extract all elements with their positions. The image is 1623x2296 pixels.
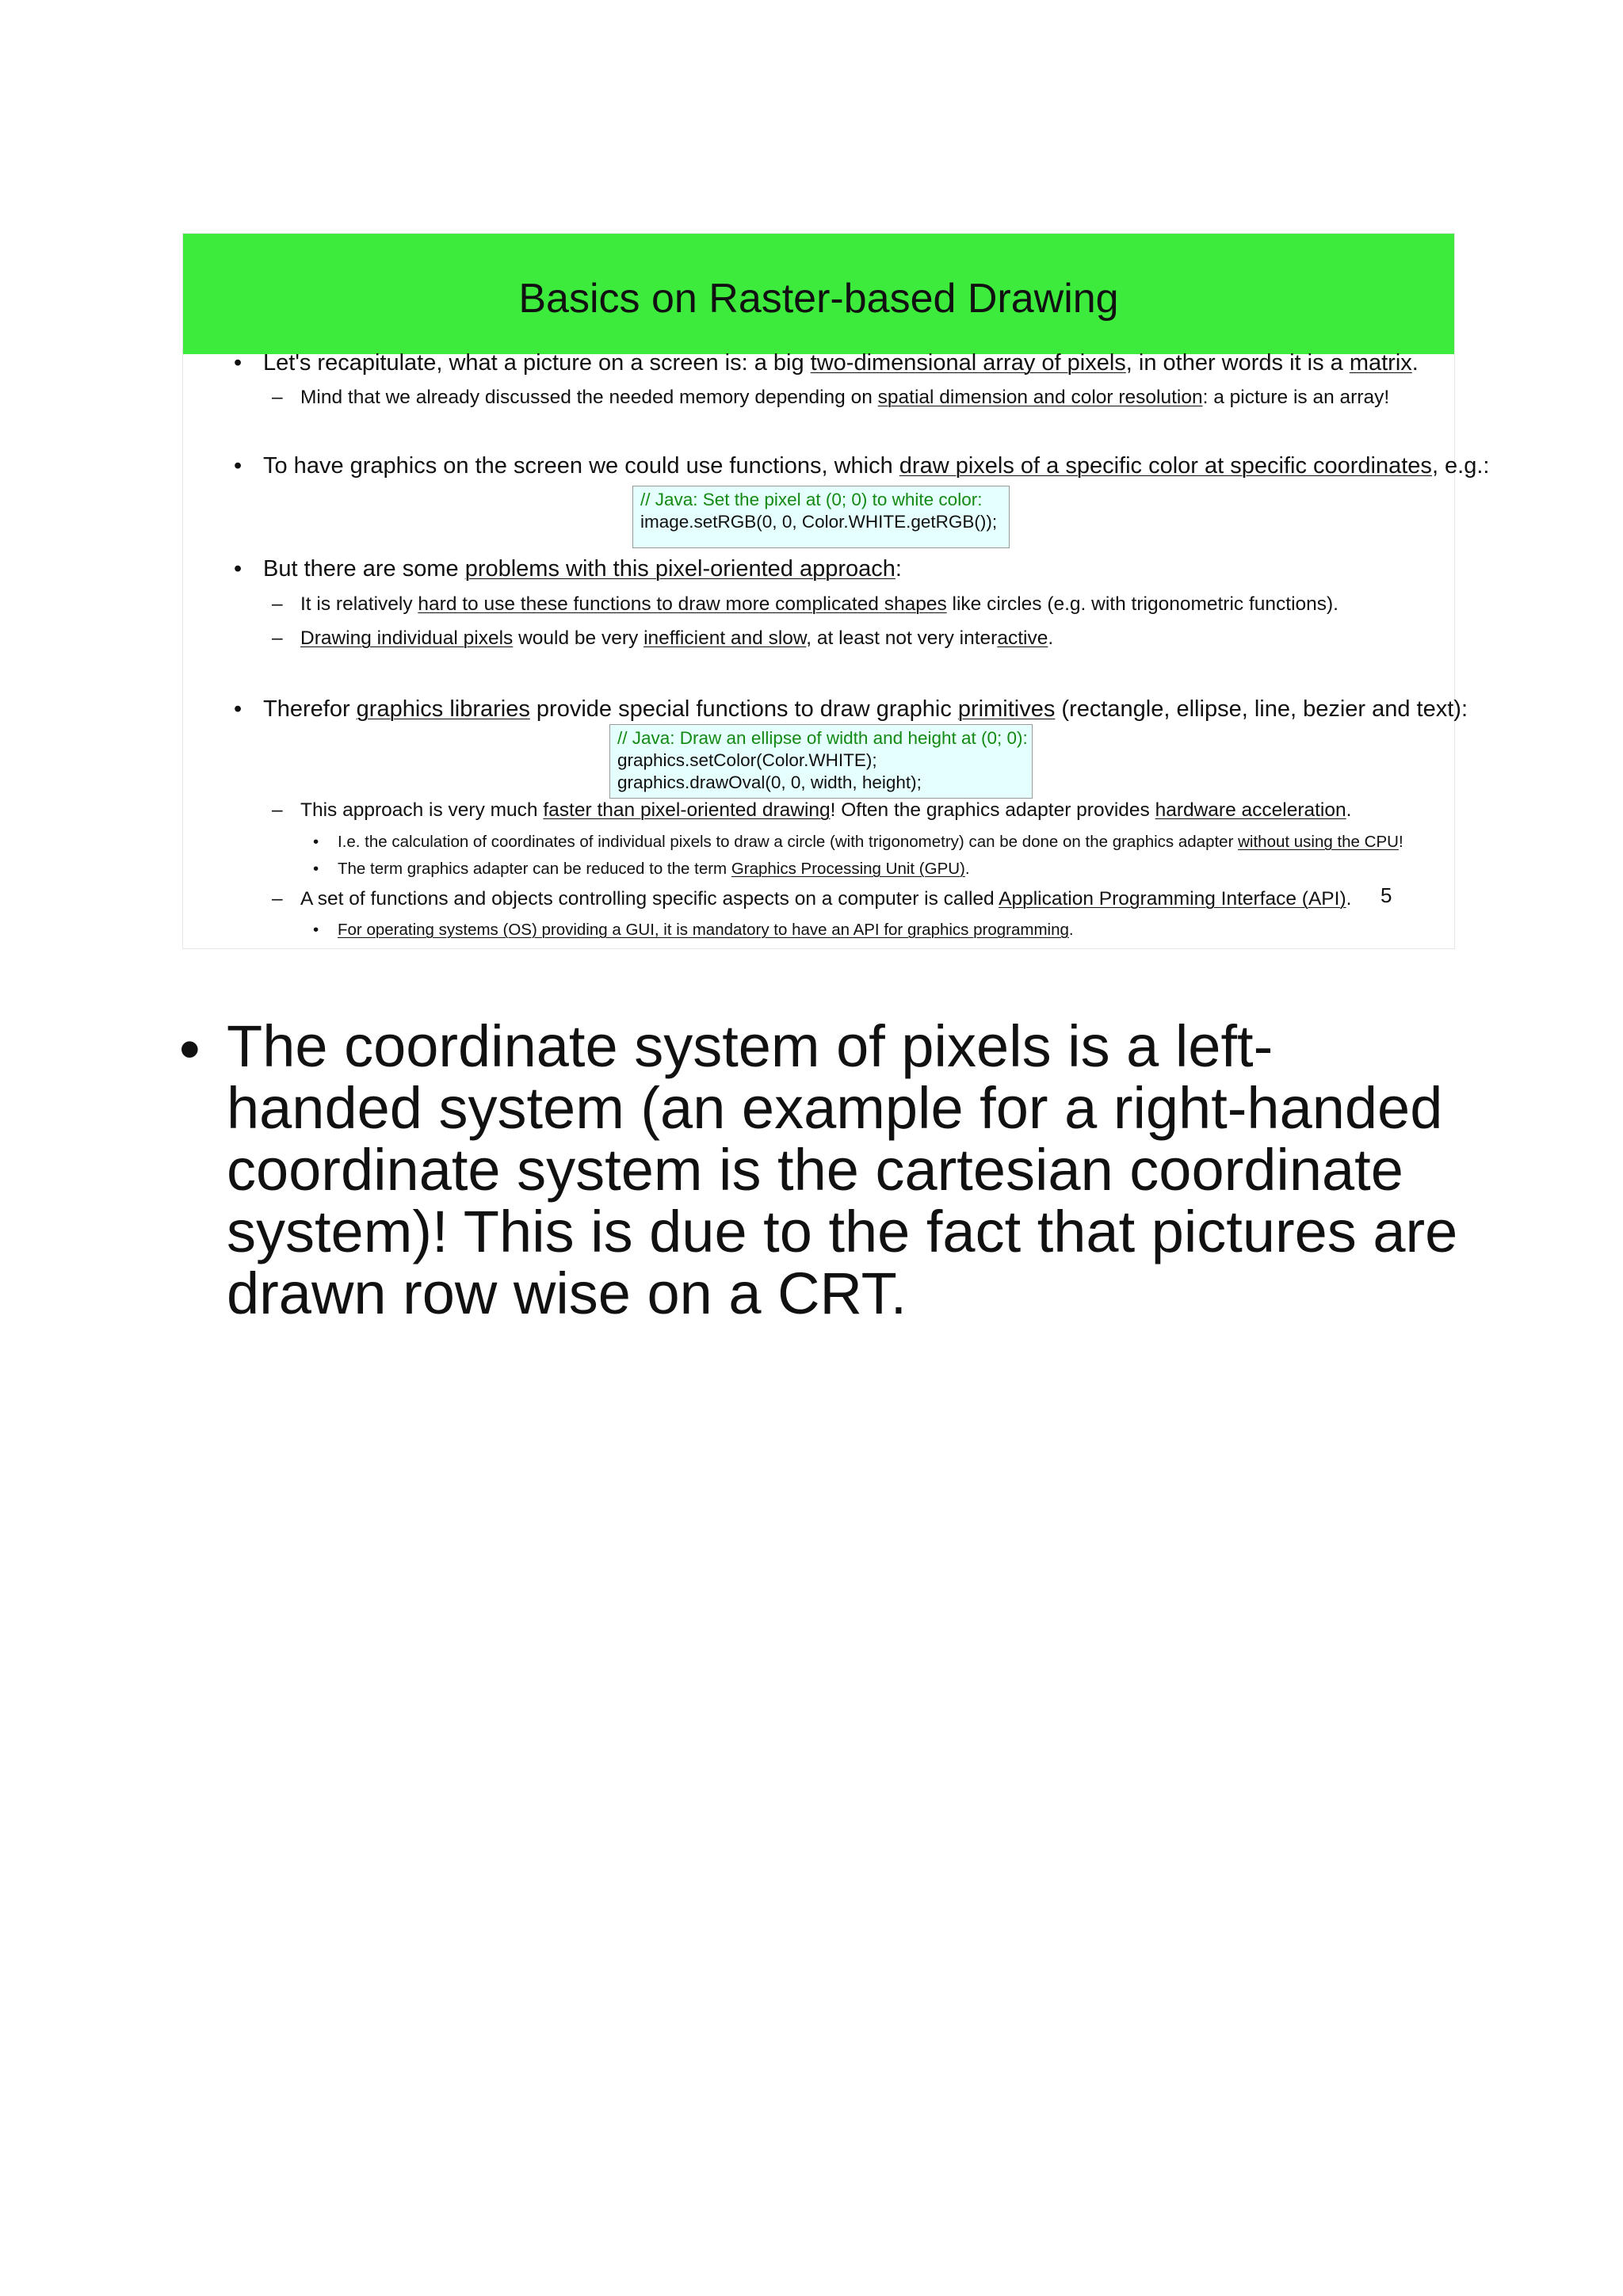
dash-marker: –: [272, 593, 283, 615]
sub-sub-bullet-gpu: The term graphics adapter can be reduced to the term Graphics Processing Unit (GPU).: [338, 860, 970, 878]
slide-frame: [182, 233, 1490, 949]
sub-bullet-memory: Mind that we already discussed the needed memory depending on spatial dimension and color resolution: a picture is an array!: [300, 387, 1390, 408]
speaker-notes-text: The coordinate system of pixels is a left-handed system (an example for a right-handed coordinate system is the cartesian coordinate system)! This is due to the fact that pictures are drawn row wise on a CRT.: [227, 1013, 1458, 1326]
bullet-marker: •: [234, 350, 242, 376]
sub-sub-bullet-os: For operating systems (OS) providing a GUI, it is mandatory to have an API for graphics programming.: [338, 921, 1074, 939]
bullet-marker: •: [234, 696, 242, 722]
slide-header-bar: [183, 234, 1454, 354]
dash-marker: –: [272, 627, 283, 649]
sub-bullet-hard-to-use: It is relatively hard to use these functions to draw more complicated shapes like circles (e.g. with trigonometric functions).: [300, 593, 1338, 615]
bullet-problems: But there are some problems with this pixel-oriented approach:: [263, 556, 902, 582]
code-box-setrgb: [632, 486, 1010, 548]
sub-bullet-api: A set of functions and objects controlling specific aspects on a computer is called Application Programming Interface (API).: [300, 888, 1352, 910]
code-line: image.setRGB(0, 0, Color.WHITE.getRGB());: [640, 512, 998, 532]
sub-bullet-inefficient: Drawing individual pixels would be very inefficient and slow, at least not very interactive.: [300, 627, 1054, 649]
bullet-functions: To have graphics on the screen we could use functions, which draw pixels of a specific color at specific coordinates, e.g.:: [263, 453, 1490, 479]
bullet-recapitulate: Let's recapitulate, what a picture on a screen is: a big two-dimensional array of pixels, in other words it is a matrix.: [263, 350, 1419, 376]
code-line: graphics.setColor(Color.WHITE);: [617, 750, 877, 770]
bullet-marker: •: [313, 921, 319, 939]
bullet-marker: •: [234, 453, 242, 479]
bullet-marker: •: [313, 860, 319, 878]
sub-sub-bullet-cpu: I.e. the calculation of coordinates of individual pixels to draw a circle (with trigonometry) can be done on the graphics adapter without using the CPU!: [338, 833, 1403, 851]
code-comment: // Java: Draw an ellipse of width and height at (0; 0):: [617, 728, 1028, 748]
bullet-graphics-libraries: Therefor graphics libraries provide special functions to draw graphic primitives (rectangle, ellipse, line, bezier and text):: [263, 696, 1468, 722]
dash-marker: –: [272, 799, 283, 821]
code-comment: // Java: Set the pixel at (0; 0) to white color:: [640, 490, 983, 509]
dash-marker: –: [272, 888, 283, 910]
bullet-marker: •: [234, 556, 242, 582]
slide-page-number: 5: [1381, 883, 1392, 907]
code-box-drawoval: [609, 724, 1033, 799]
dash-marker: –: [272, 387, 283, 408]
code-line: graphics.drawOval(0, 0, width, height);: [617, 772, 922, 792]
notes-bullet: •: [179, 1016, 200, 1083]
bullet-marker: •: [313, 833, 319, 851]
sub-bullet-faster: This approach is very much faster than pixel-oriented drawing! Often the graphics adapter provides hardware acceleration.: [300, 799, 1352, 821]
slide-title: Basics on Raster-based Drawing: [518, 276, 1119, 322]
